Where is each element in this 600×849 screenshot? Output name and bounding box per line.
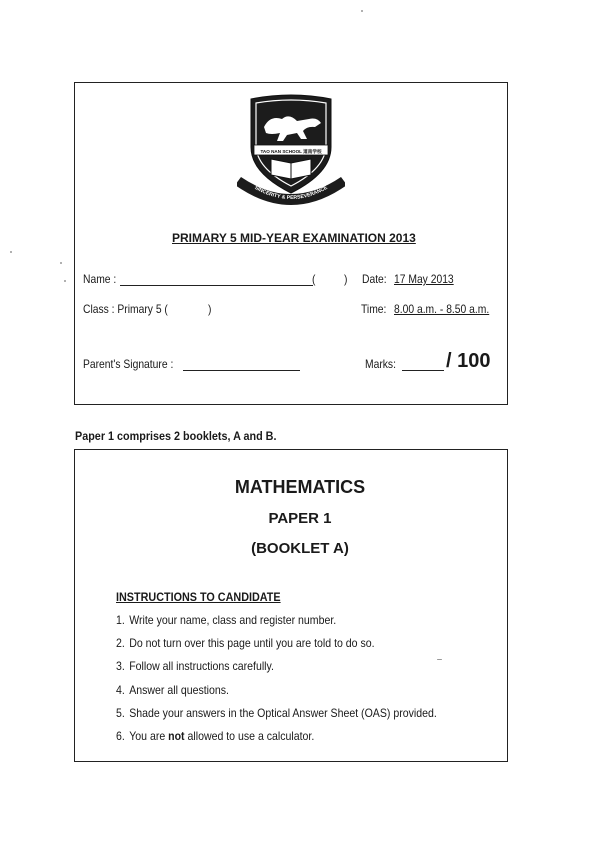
scan-speck — [437, 659, 442, 660]
list-item: 2. Do not turn over this page until you are told to do so. — [116, 636, 375, 651]
svg-text:SINCERITY & PERSEVERANCE: SINCERITY & PERSEVERANCE — [253, 184, 329, 202]
marks-total: / 100 — [446, 350, 491, 372]
list-item: 3. Follow all instructions carefully. — [116, 659, 274, 674]
paper-title: PAPER 1 — [268, 510, 332, 527]
list-item: 4. Answer all questions. — [116, 682, 229, 697]
subject-title: MATHEMATICS — [234, 477, 366, 497]
scan-speck — [10, 251, 12, 253]
school-crest-logo — [237, 93, 345, 211]
list-item: 1. Write your name, class and register number. — [116, 613, 337, 627]
class-paren-close: ) — [208, 302, 212, 316]
name-line — [120, 285, 313, 286]
scan-speck — [60, 262, 62, 264]
time-label: Time: — [361, 302, 387, 316]
instructions-list — [116, 612, 481, 751]
exam-title: PRIMARY 5 MID-YEAR EXAMINATION 2013 — [172, 231, 416, 245]
svg-text:TAO NAN SCHOOL 道南学校: TAO NAN SCHOOL 道南学校 — [260, 149, 322, 154]
scan-speck — [361, 10, 363, 12]
exam-time: 8.00 a.m. - 8.50 a.m. — [394, 302, 490, 316]
list-item: 6. You are not allowed to use a calculator. — [116, 728, 315, 743]
marks-label: Marks: — [365, 357, 396, 371]
instructions-heading: INSTRUCTIONS TO CANDIDATE — [116, 590, 281, 604]
exam-date: 17 May 2013 — [394, 272, 454, 286]
signature-line — [183, 370, 300, 371]
register-paren-open: ( — [312, 272, 316, 286]
parent-signature-label: Parent's Signature : — [83, 357, 174, 371]
booklet-title: (BOOKLET A) — [251, 540, 349, 557]
date-label: Date: — [362, 272, 387, 286]
booklet-intro-text: Paper 1 comprises 2 booklets, A and B. — [75, 429, 277, 443]
name-label: Name : — [83, 272, 117, 286]
scan-speck — [64, 280, 66, 282]
class-label: Class : Primary 5 ( — [83, 302, 168, 316]
list-item: 5. Shade your answers in the Optical Answer Sheet (OAS) provided. — [116, 705, 437, 720]
register-paren-close: ) — [344, 272, 348, 286]
marks-line — [402, 370, 444, 371]
